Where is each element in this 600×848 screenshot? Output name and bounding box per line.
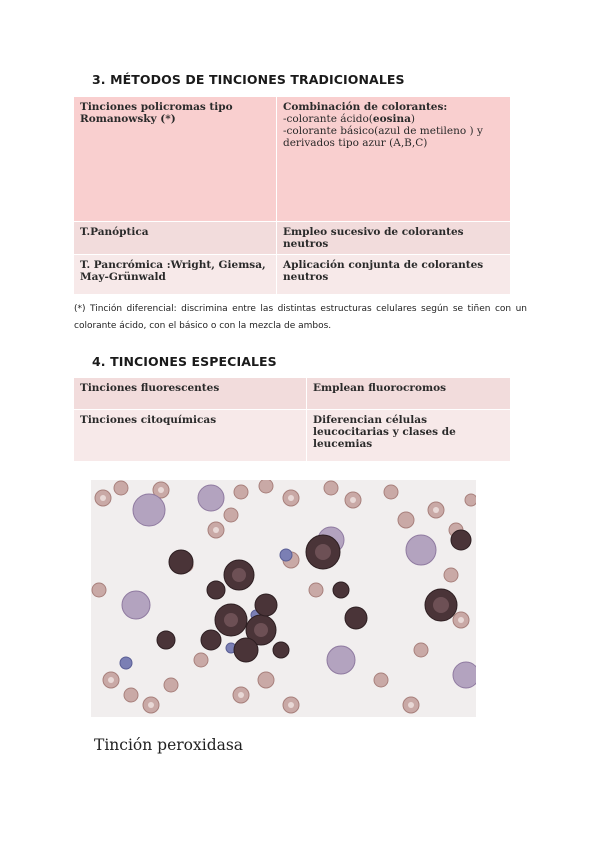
table-cell: Tinciones fluorescentes xyxy=(74,378,307,410)
section-4-heading: 4. TINCIONES ESPECIALES xyxy=(92,354,277,369)
section-3-heading: 3. MÉTODOS DE TINCIONES TRADICIONALES xyxy=(92,72,405,87)
table-cell: Combinación de colorantes: -colorante ácido(eosina) -colorante básico(azul de metileno ) y derivados tipo azur (A,B,C) xyxy=(277,97,511,222)
peroxidase-stain-micrograph xyxy=(91,480,476,717)
special-stains-table xyxy=(73,377,511,462)
table-cell: Diferencian células leucocitarias y clases de leucemias xyxy=(307,410,511,462)
footnote: (*) Tinción diferencial: discrimina entre las distintas estructuras celulares según se tiñen con un colorante ácido, con el básico o con la mezcla de ambos. xyxy=(74,304,527,331)
table-row xyxy=(74,222,511,255)
table-row xyxy=(74,97,511,222)
table-row xyxy=(74,255,511,295)
table-cell: T. Pancrómica :Wright, Giemsa, May-Grünwald xyxy=(74,255,277,295)
traditional-stains-table xyxy=(73,96,511,295)
table-cell: Empleo sucesivo de colorantes neutros xyxy=(277,222,511,255)
table-row xyxy=(74,410,511,462)
figure-caption: Tinción peroxidasa xyxy=(94,736,244,754)
table-cell: T.Panóptica xyxy=(74,222,277,255)
table-cell: Emplean fluorocromos xyxy=(307,378,511,410)
table-cell: Tinciones policromas tipo Romanowsky (*) xyxy=(74,97,277,222)
table-cell: Tinciones citoquímicas xyxy=(74,410,307,462)
table-cell: Aplicación conjunta de colorantes neutros xyxy=(277,255,511,295)
table-row xyxy=(74,378,511,410)
